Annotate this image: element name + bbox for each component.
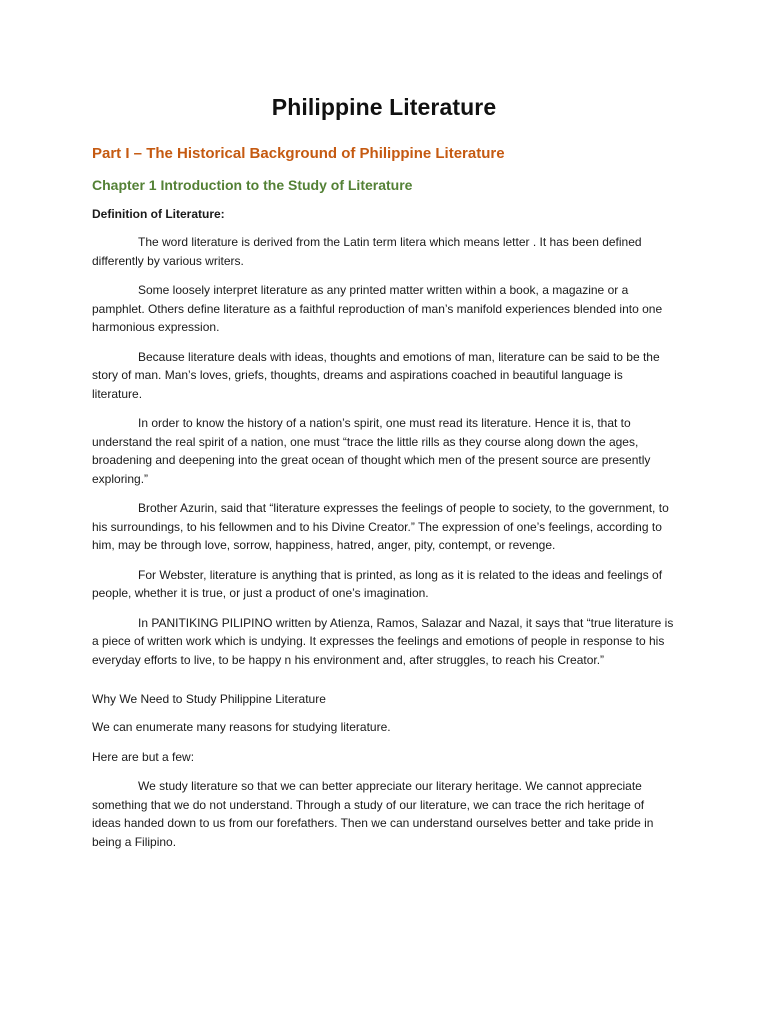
document-title: Philippine Literature xyxy=(271,94,497,120)
body-paragraph: Brother Azurin, said that “literature expresses the feelings of people to society, to the government, to his surroundings, to his fellowmen and to his Divine Creator.” The expression of one’s feelings, according to him, may be through love, sorrow, happiness, hatred, anger, pity, contempt, or revenge. xyxy=(92,501,669,552)
body-text-line: We can enumerate many reasons for studying literature. xyxy=(92,720,391,734)
body-paragraph: In PANITIKING PILIPINO written by Atienza, Ramos, Salazar and Nazal, it says that “true literature is a piece of written work which is undying. It expresses the feelings and emotions of people in response to his everyday efforts to live, to be happy n his environment and, after struggles, to reach his Creator.” xyxy=(92,615,674,667)
part-heading: Part I – The Historical Background of Philippine Literature xyxy=(92,145,505,162)
body-paragraph: Some loosely interpret literature as any printed matter written within a book, a magazine or a pamphlet. Others define literature as a faithful reproduction of man’s manifold experiences blended into one harmonious expression. xyxy=(92,283,663,334)
body-paragraph: We study literature so that we can better appreciate our literary heritage. We cannot appreciate something that we do not understand. Through a study of our literature, we can trace the rich heritage of ideas handed down to us from our forefathers. Then we can understand ourselves better and take pride in being a Filipino. xyxy=(92,779,654,849)
section-heading-definition: Definition of Literature: xyxy=(92,207,225,221)
body-paragraph: For Webster, literature is anything that is printed, as long as it is related to the ideas and feelings of people, whether it is true, or just a product of one’s imagination. xyxy=(92,567,663,600)
body-paragraph: Because literature deals with ideas, thoughts and emotions of man, literature can be said to be the story of man. Man’s loves, griefs, thoughts, dreams and aspirations coached in beautiful language is literature. xyxy=(92,349,660,401)
paragraph-spacer xyxy=(92,680,676,692)
body-paragraph: In order to know the history of a nation’s spirit, one must read its literature. Hence it is, that to understand the real spirit of a nation, one must “trace the little rills as they course along down the ages, broadening and deepening into the great ocean of thought which men of the present source are presently exploring.” xyxy=(92,416,651,486)
chapter-heading: Chapter 1 Introduction to the Study of Literature xyxy=(92,177,413,193)
body-paragraph: The word literature is derived from the Latin term litera which means letter . It has been defined differently by various writers. xyxy=(92,235,642,268)
body-text-line: Here are but a few: xyxy=(92,749,195,764)
section-heading-why-study: Why We Need to Study Philippine Literature xyxy=(92,692,326,706)
